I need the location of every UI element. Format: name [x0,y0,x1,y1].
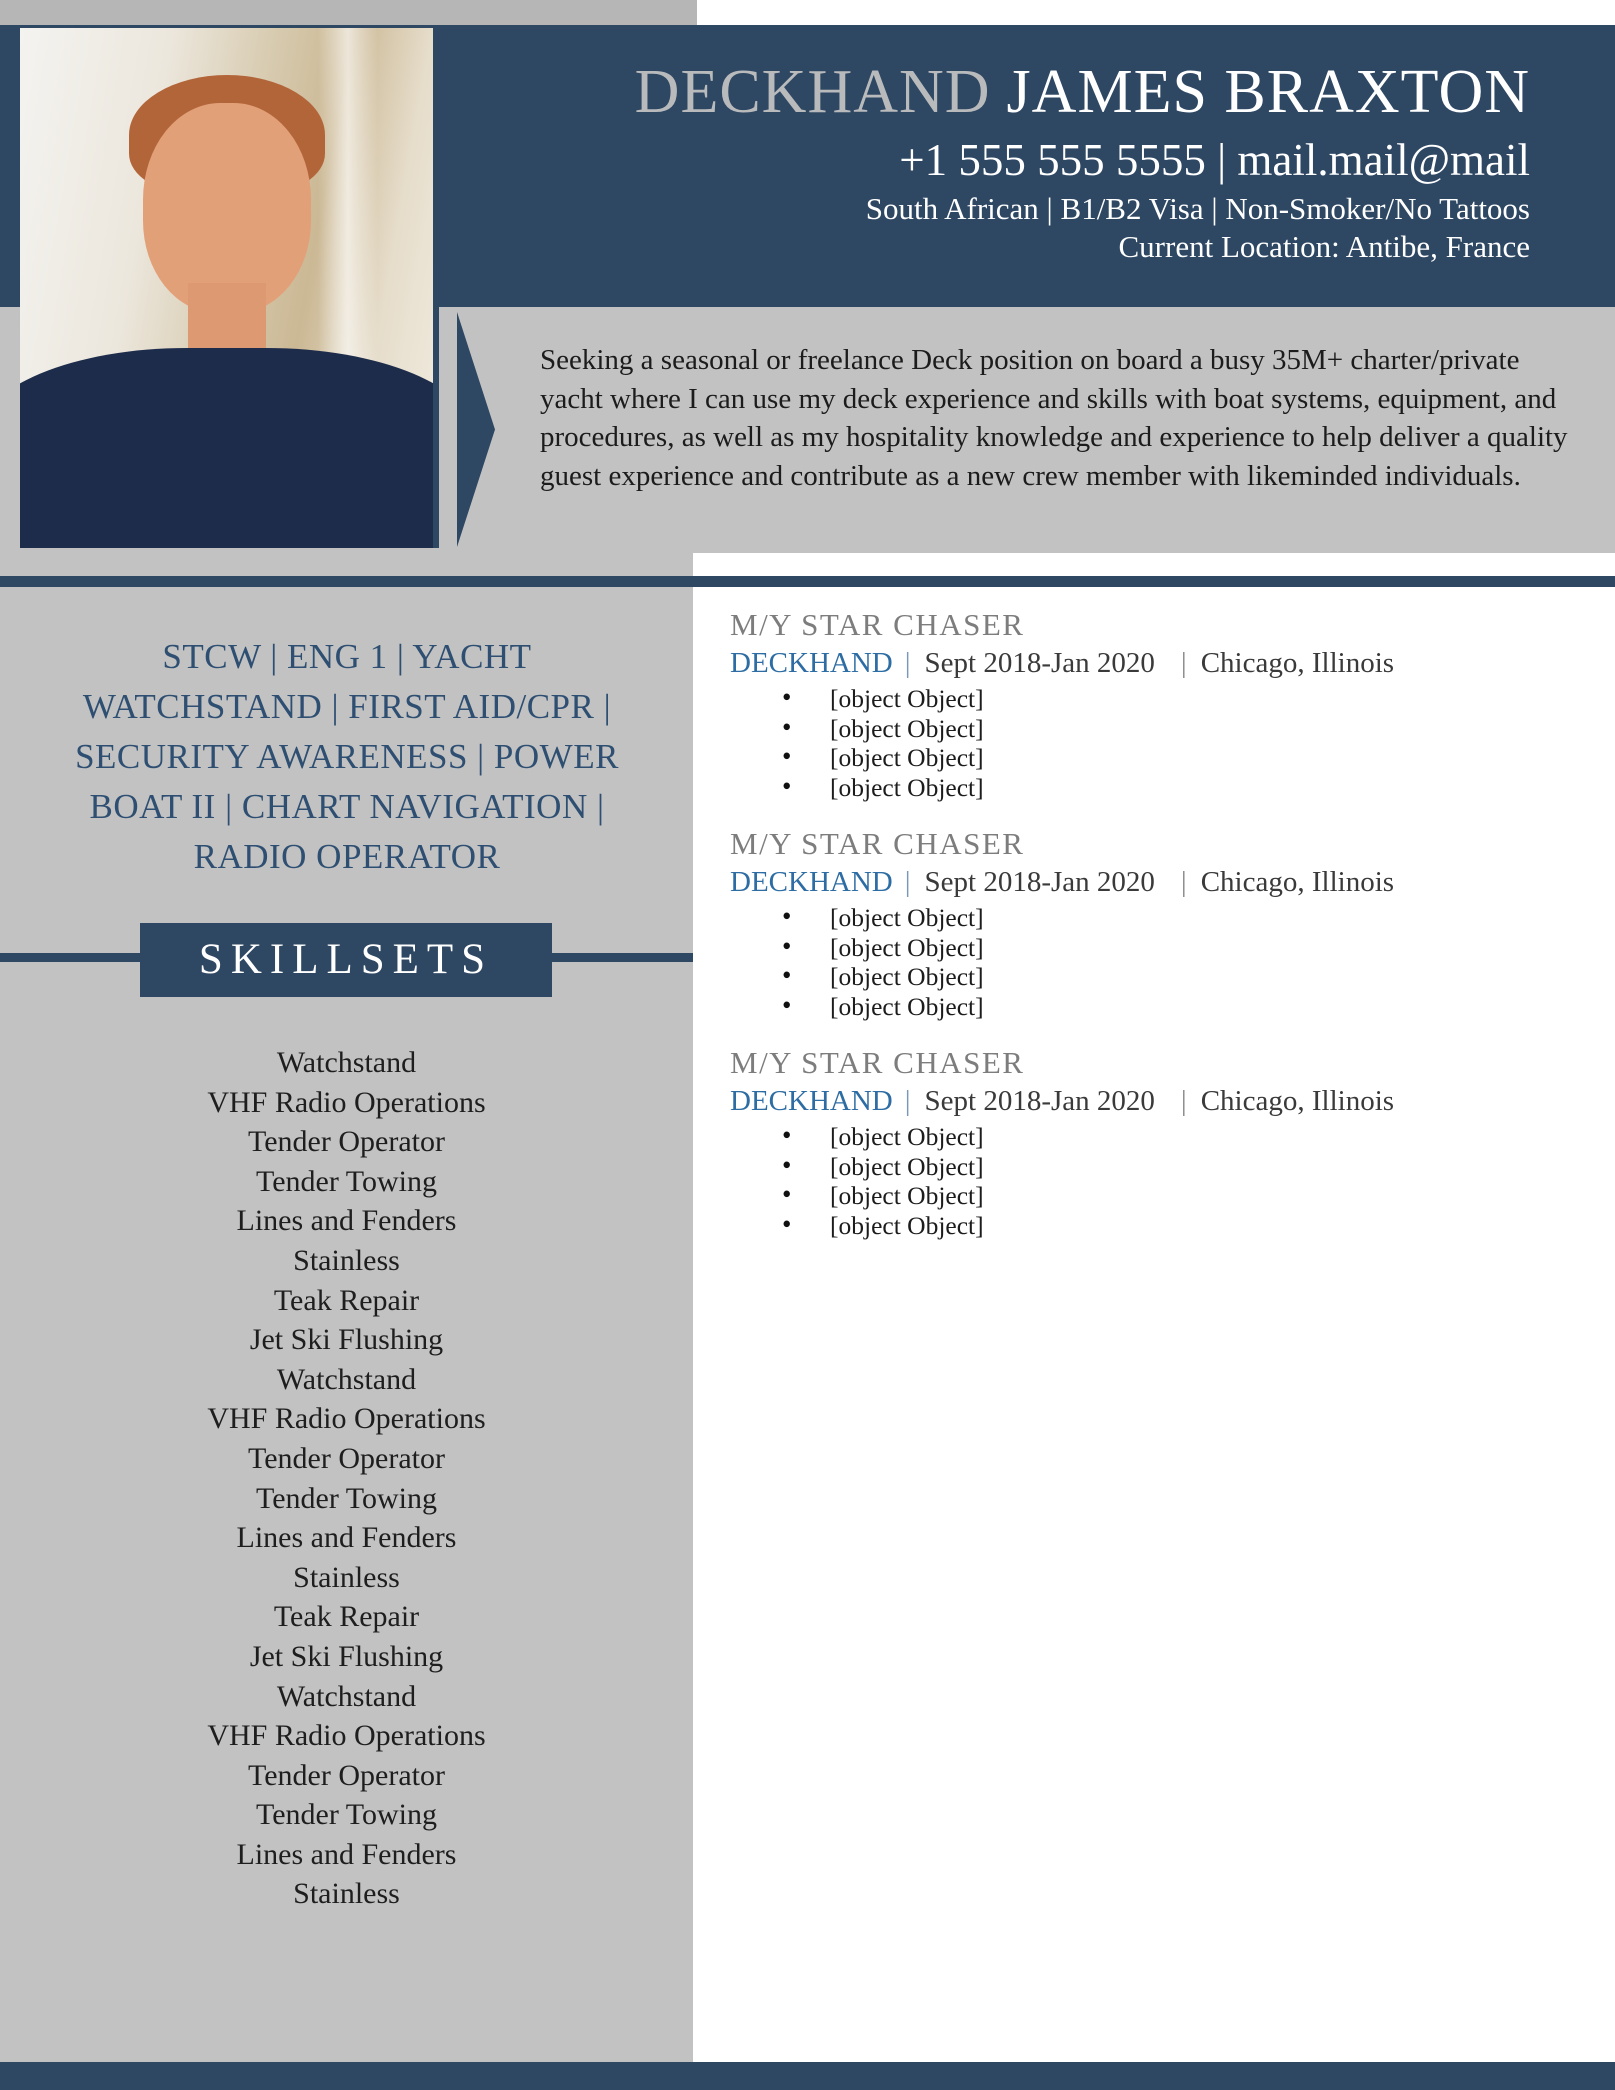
pipe-separator: | [1180,647,1187,679]
skill-item: Tender Operator [248,1758,445,1792]
job-bullet-list [830,903,1575,1021]
pipe-separator: | [1180,1085,1187,1117]
skill-item: Jet Ski Flushing [249,1323,444,1357]
job-bullet: • [object Object] [830,1122,1575,1152]
job-bullet: • [object Object] [830,684,1575,714]
objective-text: Seeking a seasonal or freelance Deck position on board a busy 35M+ charter/private yacht where I can use my deck experience and skills with boat systems, equipment, and procedures, as well as my hospitality knowledge and experience to help deliver a quality guest experience and contribute as a new crew member with likeminded individuals. [540,344,1568,493]
job-subline [730,645,1575,681]
vessel-name: M/Y STAR CHASER [730,826,1025,861]
vessel-name: M/Y STAR CHASER [730,1045,1025,1080]
horizontal-divider [0,576,1615,587]
skill-item: VHF Radio Operations [207,1719,486,1753]
page-title [635,56,1530,128]
top-gray-strip [0,0,697,25]
job-bullet: • [object Object] [830,903,1575,933]
job-role: DECKHAND [730,866,893,898]
experience-section [730,605,1575,1262]
job-subline [730,1083,1575,1119]
job-location: Chicago, Illinois [1200,866,1395,898]
skill-item: Tender Operator [248,1441,445,1475]
skill-item: VHF Radio Operations [207,1085,486,1119]
name-rest: JAMES BRAXTON [1006,58,1530,126]
certifications-text: STCW | ENG 1 | YACHT WATCHSTAND | FIRST AID/CPR | SECURITY AWARENESS | POWER BOAT II | CHART NAVIGATION | RADIO OPERATOR [75,637,619,876]
job-bullet: • [object Object] [830,1211,1575,1241]
skill-item: Jet Ski Flushing [249,1639,444,1673]
skill-item: Stainless [293,1560,400,1594]
skill-item: Stainless [293,1243,400,1277]
job-entry [730,605,1575,802]
job-entry [730,1043,1575,1240]
details-line: South African | B1/B2 Visa | Non-Smoker/No Tattoos [865,191,1530,226]
skill-item: Watchstand [276,1679,417,1713]
skill-item: Watchstand [276,1362,417,1396]
job-subline [730,864,1575,900]
skill-item: VHF Radio Operations [207,1402,486,1436]
job-bullet: • [object Object] [830,1152,1575,1182]
vessel-name: M/Y STAR CHASER [730,607,1025,642]
job-dates: Sept 2018-Jan 2020 [924,1085,1155,1117]
skill-item: Lines and Fenders [236,1204,457,1238]
job-location: Chicago, Illinois [1200,1085,1395,1117]
job-location: Chicago, Illinois [1200,647,1395,679]
skill-item: Teak Repair [273,1283,420,1317]
job-dates: Sept 2018-Jan 2020 [924,866,1155,898]
skill-item: Tender Towing [255,1798,438,1832]
pipe-separator: | [904,866,911,898]
skill-item: Tender Towing [255,1481,438,1515]
job-role: DECKHAND [730,647,893,679]
job-bullet: • [object Object] [830,773,1575,803]
job-bullet: • [object Object] [830,992,1575,1022]
job-bullet: • [object Object] [830,962,1575,992]
pipe-separator: | [904,647,911,679]
skillsets-rule-left [0,953,140,962]
job-bullet: • [object Object] [830,714,1575,744]
footer-navy-band [0,2062,1615,2090]
name-prefix: DECKHAND [634,58,991,126]
skill-item: Stainless [293,1877,400,1911]
photo-neck [188,283,266,358]
job-bullet-list [830,684,1575,802]
job-bullet: • [object Object] [830,743,1575,773]
headshot-photo [20,28,439,548]
skill-item: Tender Operator [248,1125,445,1159]
skills-list [0,1043,693,1914]
skill-item: Tender Towing [255,1164,438,1198]
skill-item: Lines and Fenders [236,1521,457,1555]
job-entry [730,824,1575,1021]
skillsets-rule-right [552,953,693,962]
location-line: Current Location: Antibe, France [1118,229,1530,264]
job-bullet: • [object Object] [830,1181,1575,1211]
job-bullet-list [830,1122,1575,1240]
contact-line: +1 555 555 5555 | mail.mail@mail [899,135,1530,185]
job-bullet: • [object Object] [830,933,1575,963]
skill-item: Watchstand [276,1046,417,1079]
job-role: DECKHAND [730,1085,893,1117]
photo-shirt [20,348,439,548]
skillsets-heading: SKILLSETS [140,923,552,997]
job-dates: Sept 2018-Jan 2020 [924,647,1155,679]
skill-item: Teak Repair [273,1600,420,1634]
skill-item: Lines and Fenders [236,1837,457,1871]
header-text-block [635,56,1530,266]
pipe-separator: | [904,1085,911,1117]
pipe-separator: | [1180,866,1187,898]
